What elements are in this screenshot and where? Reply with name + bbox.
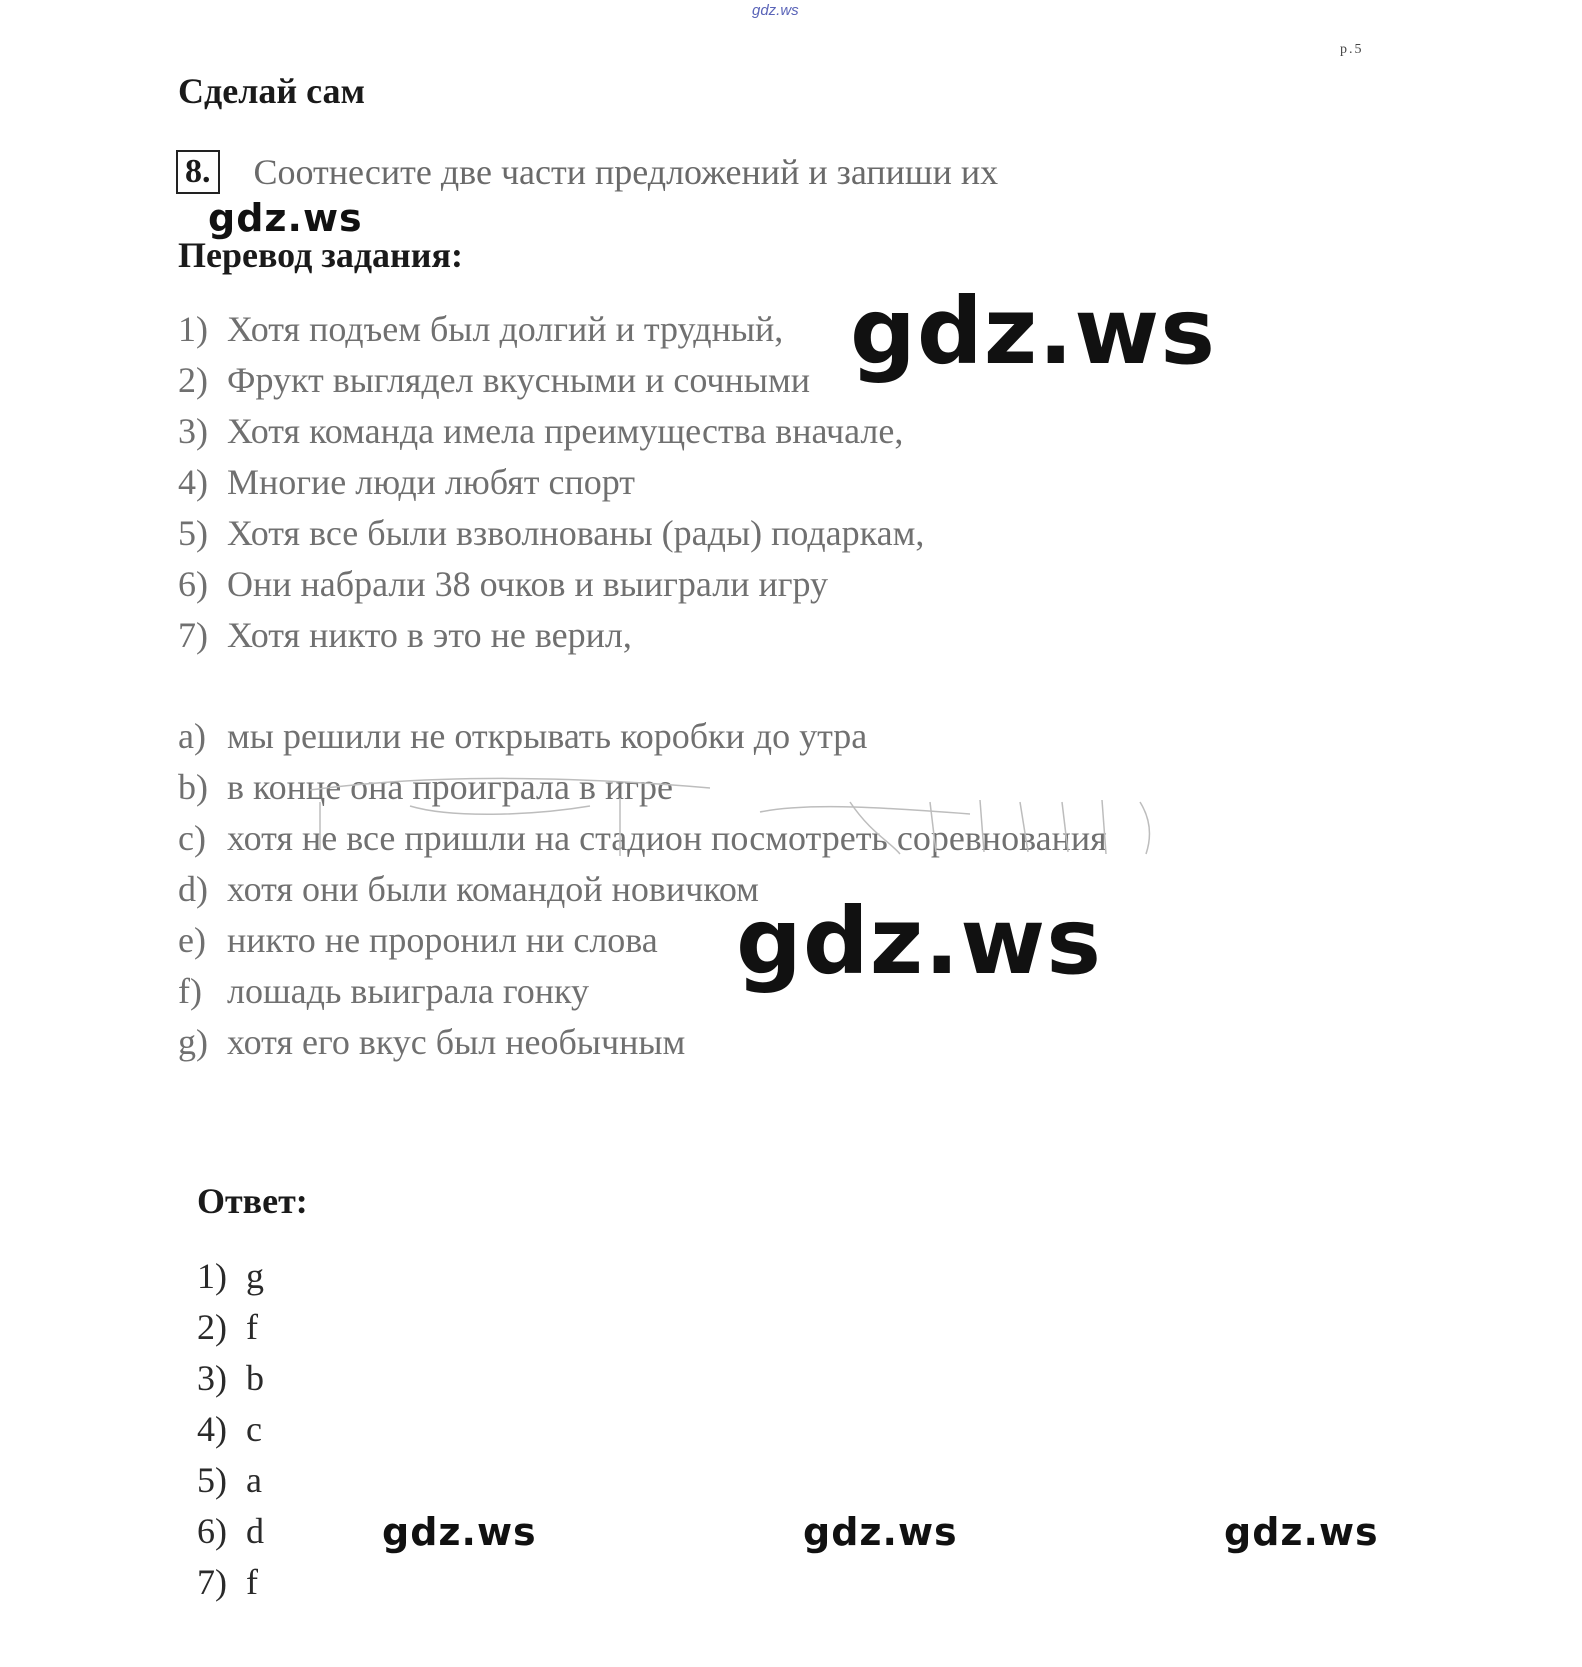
item-marker: c) (178, 818, 206, 858)
watermark: gdz.ws (850, 278, 1216, 385)
item-text: b (246, 1358, 264, 1398)
item-marker: 7) (178, 615, 208, 655)
item-text: Многие люди любят спорт (227, 462, 635, 502)
item-text: мы решили не открывать коробки до утра (227, 716, 868, 756)
item-marker: 3) (178, 411, 208, 451)
list-item (178, 355, 924, 406)
item-marker: f) (178, 971, 202, 1011)
item-text: никто не проронил ни слова (227, 920, 658, 960)
item-text: в конце она проиграла в игре (227, 767, 673, 807)
item-text: хотя не все пришли на стадион посмотреть соревнования (227, 818, 1107, 858)
watermark: gdz.ws (208, 196, 363, 240)
list-item (178, 559, 924, 610)
item-marker: 5) (197, 1460, 227, 1500)
item-marker: 6) (197, 1511, 227, 1551)
item-text: хотя они были командой новичком (227, 869, 759, 909)
answer-title: Ответ: (197, 1181, 308, 1221)
item-text: a (246, 1460, 262, 1500)
item-text: хотя его вкус был необычным (227, 1022, 686, 1062)
watermark: gdz.ws (803, 1510, 958, 1554)
item-text: d (246, 1511, 264, 1551)
item-marker: 2) (197, 1307, 227, 1347)
pencil-scribble (290, 772, 1170, 862)
list-item (197, 1506, 264, 1557)
list-item (178, 1017, 1107, 1068)
item-text: f (246, 1307, 258, 1347)
item-marker: d) (178, 869, 208, 909)
task-number-box: 8. (176, 150, 220, 194)
item-marker: 4) (197, 1409, 227, 1449)
page-corner-mark: p.5 (1340, 42, 1364, 57)
item-marker: 2) (178, 360, 208, 400)
list-item (178, 610, 924, 661)
answers-list (197, 1251, 264, 1608)
task-header (176, 150, 998, 194)
item-marker: 1) (178, 309, 208, 349)
list-item (178, 508, 924, 559)
list-item (197, 1455, 264, 1506)
item-marker: 5) (178, 513, 208, 553)
item-marker: a) (178, 716, 206, 756)
translation-title: Перевод задания: (178, 235, 463, 275)
list-item (197, 1557, 264, 1608)
list-item (197, 1302, 264, 1353)
item-text: g (246, 1256, 264, 1296)
list-item (178, 457, 924, 508)
list-item (178, 711, 1107, 762)
section-title: Сделай сам (178, 71, 366, 111)
item-text: Хотя никто в это не верил, (227, 615, 632, 655)
item-text: f (246, 1562, 258, 1602)
list-item (197, 1251, 264, 1302)
item-marker: 4) (178, 462, 208, 502)
item-text: Хотя команда имела преимущества вначале, (227, 411, 904, 451)
task-instruction: Соотнесите две части предложений и запиши их (253, 152, 999, 192)
list-item (178, 406, 924, 457)
item-marker: 1) (197, 1256, 227, 1296)
item-marker: b) (178, 767, 208, 807)
watermark: gdz.ws (1224, 1510, 1379, 1554)
item-marker: 6) (178, 564, 208, 604)
sentence-parts-list (178, 304, 924, 661)
item-text: Хотя подъем был долгий и трудный, (227, 309, 784, 349)
item-text: c (246, 1409, 262, 1449)
item-marker: 7) (197, 1562, 227, 1602)
item-text: Фрукт выглядел вкусными и сочными (227, 360, 810, 400)
top-watermark: gdz.ws (752, 2, 799, 19)
list-item (197, 1404, 264, 1455)
item-text: лошадь выиграла гонку (227, 971, 589, 1011)
watermark: gdz.ws (736, 888, 1102, 995)
list-item (178, 304, 924, 355)
item-marker: 3) (197, 1358, 227, 1398)
item-marker: g) (178, 1022, 208, 1062)
item-text: Хотя все были взволнованы (рады) подаркам, (227, 513, 925, 553)
item-text: Они набрали 38 очков и выиграли игру (227, 564, 829, 604)
watermark: gdz.ws (382, 1510, 537, 1554)
item-marker: e) (178, 920, 206, 960)
list-item (197, 1353, 264, 1404)
